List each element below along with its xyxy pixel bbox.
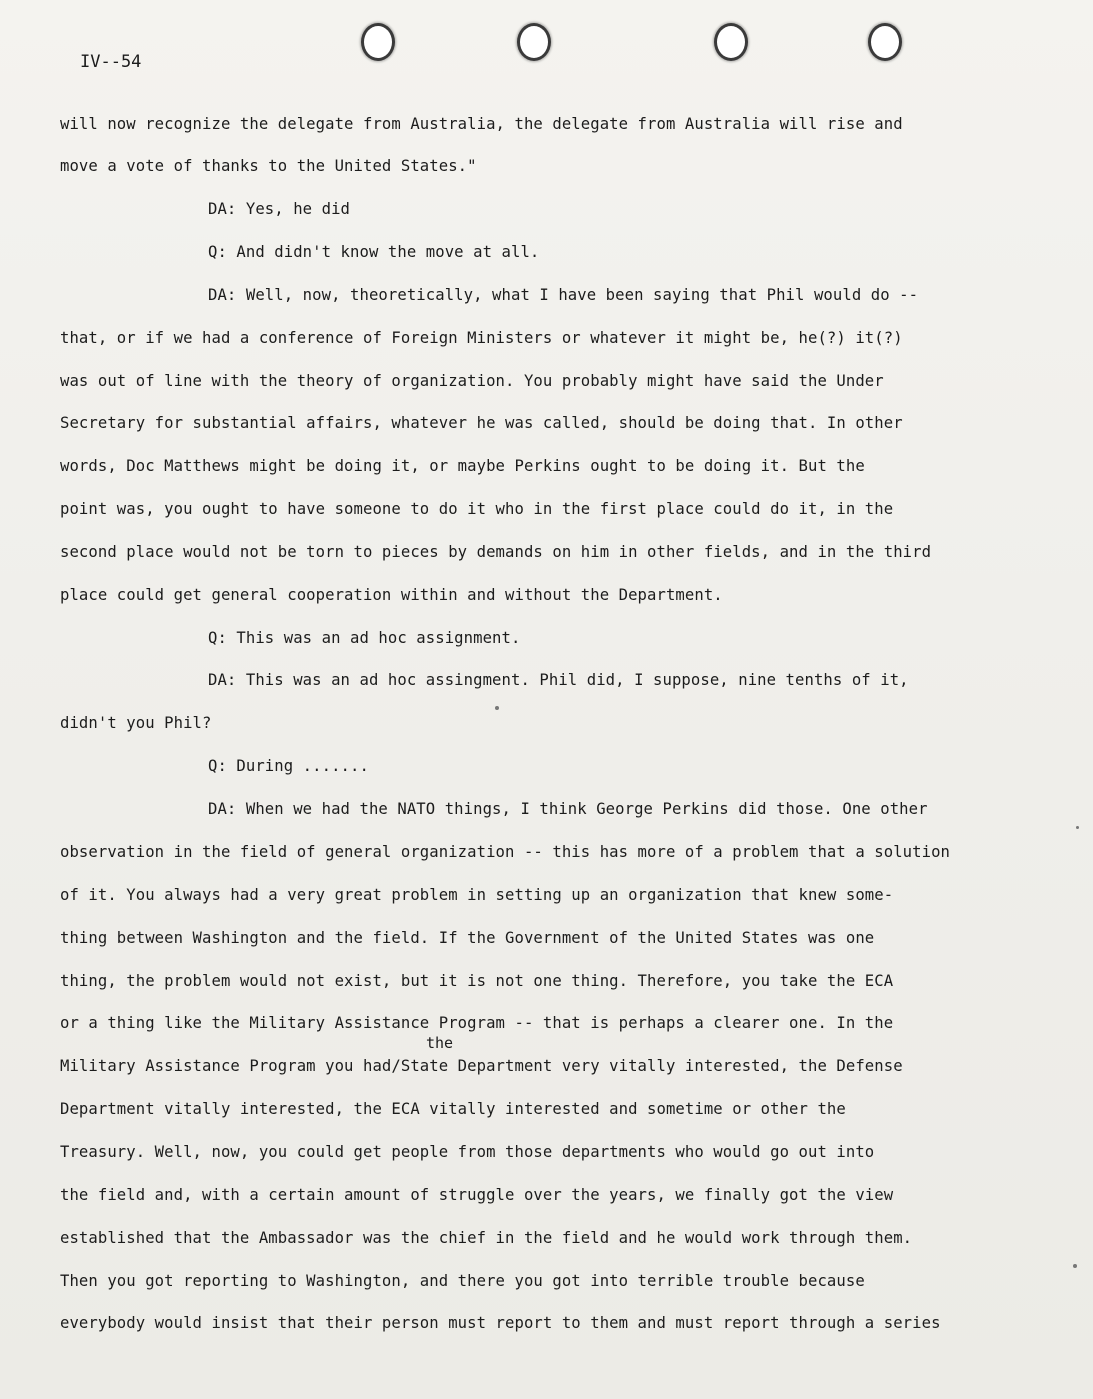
- interlinear-insert: the: [426, 1034, 454, 1052]
- punch-hole: [871, 26, 899, 58]
- text-line: Secretary for substantial affairs, whatever he was called, should be doing that. In other: [60, 414, 903, 432]
- text-line: was out of line with the theory of organization. You probably might have said the Under: [60, 372, 884, 390]
- punch-hole: [364, 26, 392, 58]
- text-line: everybody would insist that their person must report to them and must report through a series: [60, 1314, 941, 1332]
- text-line: place could get general cooperation within and without the Department.: [60, 586, 723, 604]
- text-line: second place would not be torn to pieces by demands on him in other fields, and in the third: [60, 543, 932, 561]
- speaker-line: DA: Well, now, theoretically, what I have been saying that Phil would do --: [208, 286, 919, 304]
- text-line: move a vote of thanks to the United States.": [60, 157, 477, 175]
- text-line: that, or if we had a conference of Foreign Ministers or whatever it might be, he(?) it(?): [60, 329, 903, 347]
- text-line: words, Doc Matthews might be doing it, or maybe Perkins ought to be doing it. But the: [60, 457, 865, 475]
- speaker-line: Q: This was an ad hoc assignment.: [208, 629, 521, 647]
- speaker-line: DA: Yes, he did: [208, 200, 351, 218]
- paper-speck: [1073, 1264, 1077, 1268]
- text-line: observation in the field of general organization -- this has more of a problem that a solution: [60, 843, 951, 861]
- text-line: will now recognize the delegate from Australia, the delegate from Australia will rise and: [60, 115, 903, 133]
- paper-speck: [1076, 826, 1079, 829]
- text-line: Department vitally interested, the ECA vitally interested and sometime or other the: [60, 1100, 846, 1118]
- text-line: established that the Ambassador was the chief in the field and he would work through them.: [60, 1229, 913, 1247]
- punch-hole: [717, 26, 745, 58]
- punch-hole: [520, 26, 548, 58]
- paper-speck: [495, 706, 499, 710]
- page-number: IV--54: [80, 52, 142, 72]
- text-line: the field and, with a certain amount of struggle over the years, we finally got the view: [60, 1186, 894, 1204]
- speaker-line: Q: During .......: [208, 757, 369, 775]
- text-line: Then you got reporting to Washington, and there you got into terrible trouble because: [60, 1272, 865, 1290]
- speaker-line: DA: When we had the NATO things, I think George Perkins did those. One other: [208, 800, 928, 818]
- text-line: thing between Washington and the field. If the Government of the United States was one: [60, 929, 875, 947]
- speaker-line: DA: This was an ad hoc assingment. Phil did, I suppose, nine tenths of it,: [208, 671, 909, 689]
- text-line: or a thing like the Military Assistance Program -- that is perhaps a clearer one. In the: [60, 1014, 894, 1032]
- text-line: thing, the problem would not exist, but it is not one thing. Therefore, you take the ECA: [60, 972, 894, 990]
- text-line: Treasury. Well, now, you could get people from those departments who would go out into: [60, 1143, 875, 1161]
- text-line: of it. You always had a very great problem in setting up an organization that knew some-: [60, 886, 894, 904]
- text-line: didn't you Phil?: [60, 714, 212, 732]
- speaker-line: Q: And didn't know the move at all.: [208, 243, 540, 261]
- text-line: Military Assistance Program you had/State Department very vitally interested, the Defense: [60, 1057, 903, 1075]
- text-line: point was, you ought to have someone to do it who in the first place could do it, in the: [60, 500, 894, 518]
